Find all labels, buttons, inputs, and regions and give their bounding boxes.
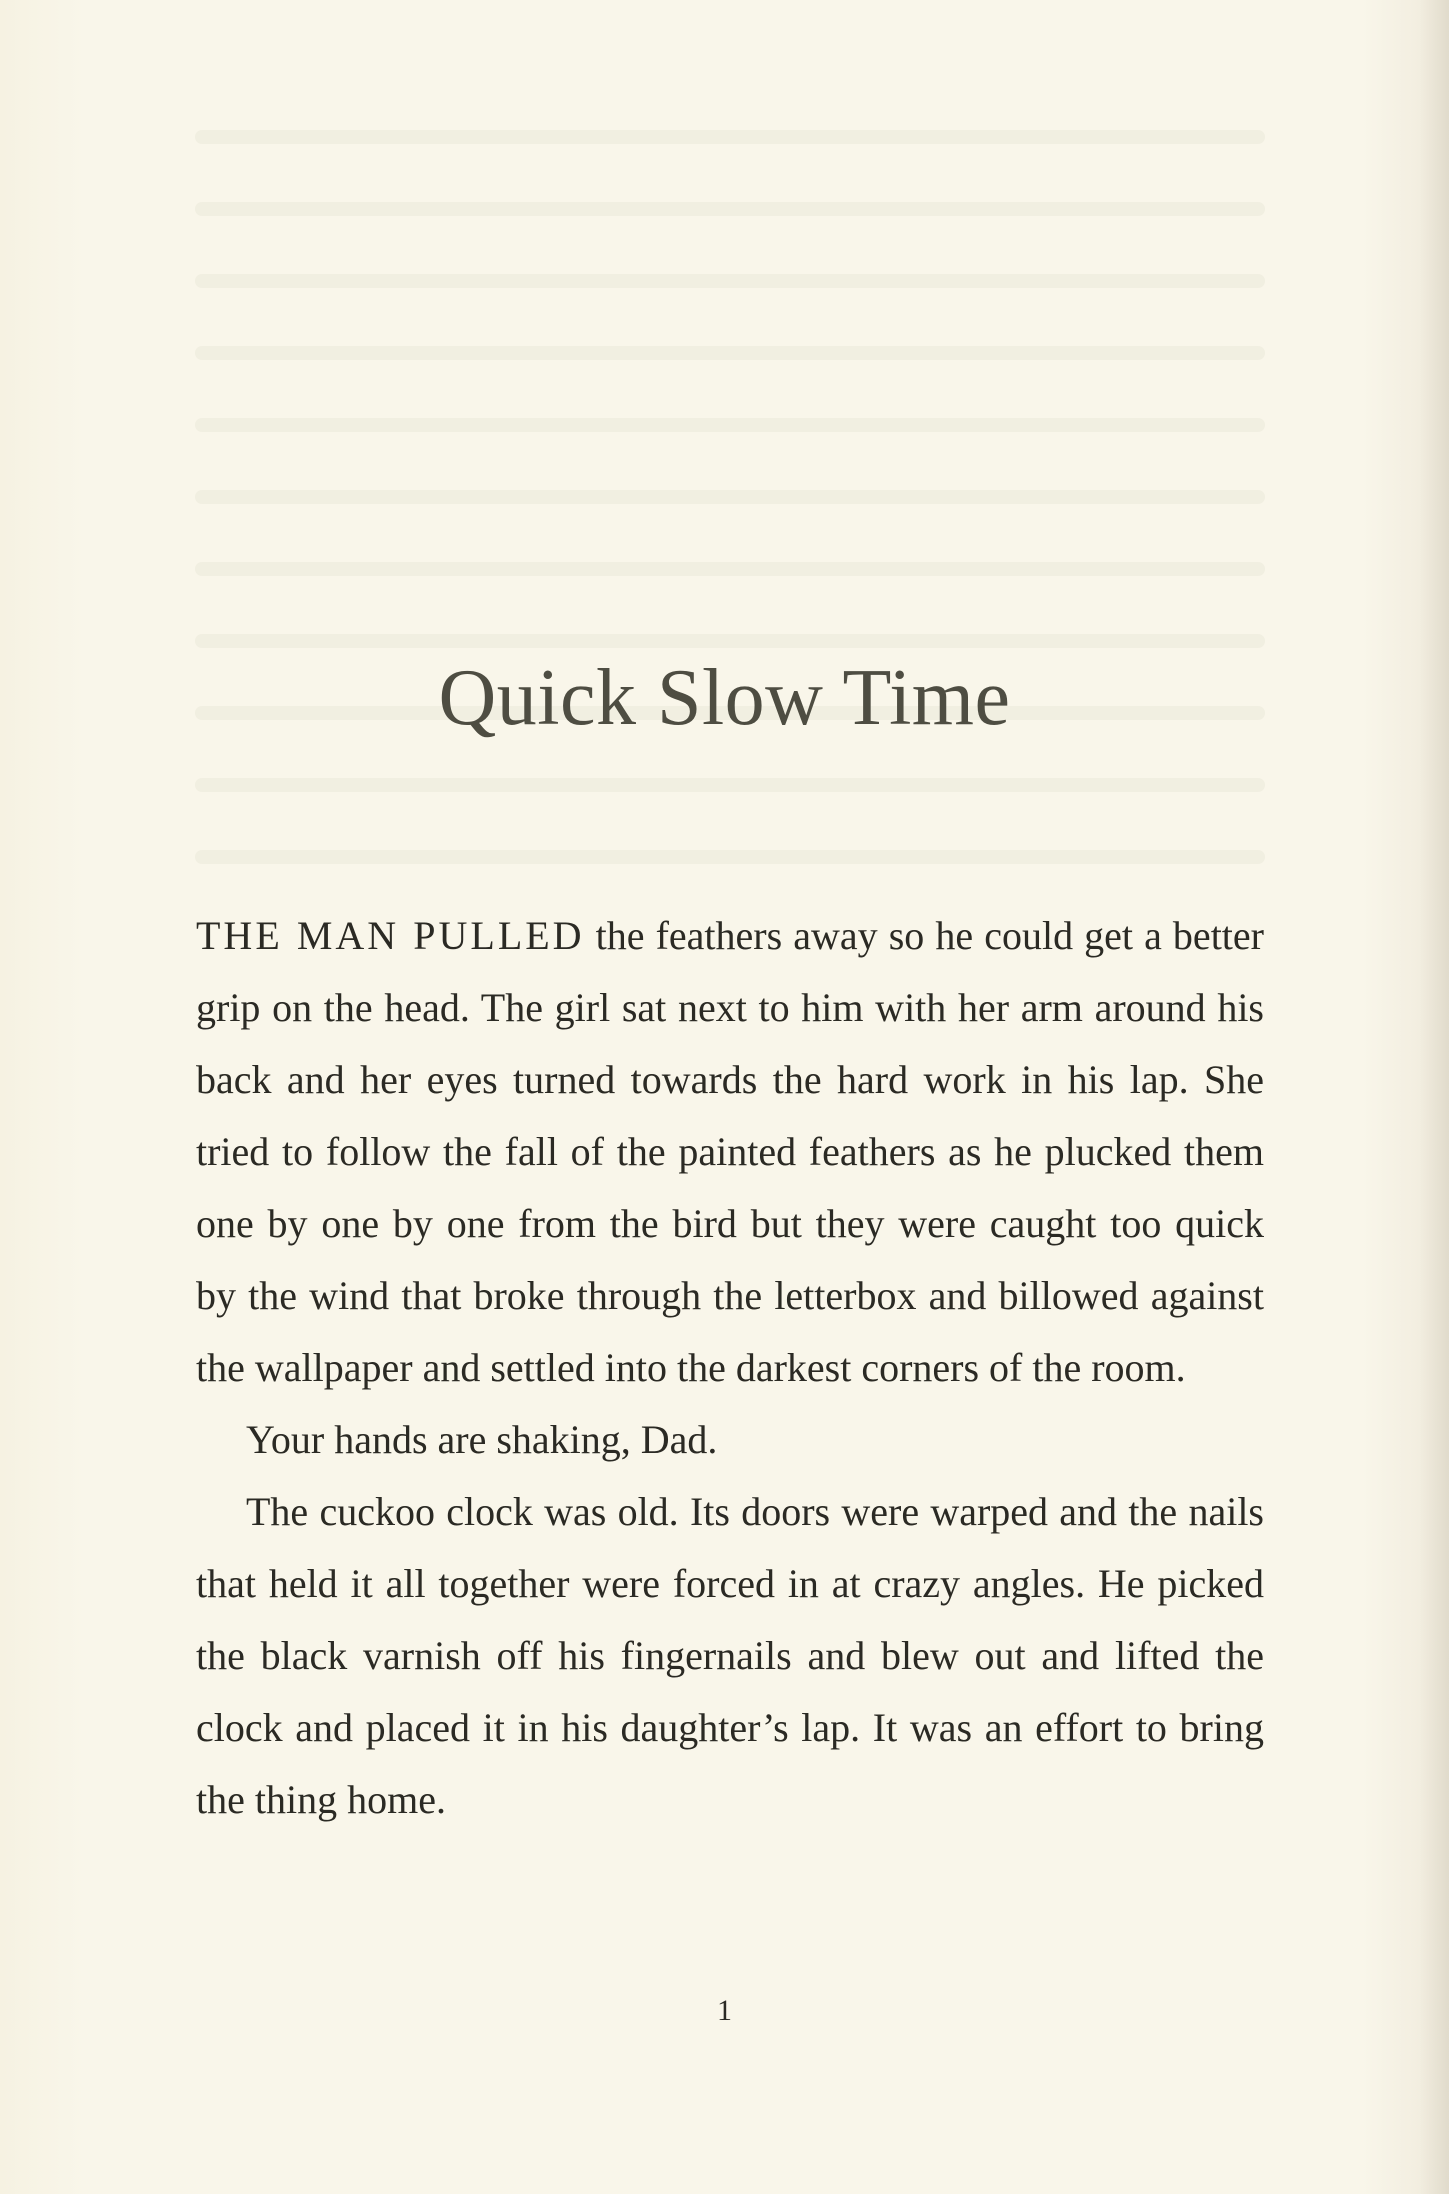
- chapter-title: Quick Slow Time: [438, 654, 1011, 742]
- chapter-body: [196, 900, 1264, 1836]
- bleed-through-line: [195, 634, 1265, 648]
- page-number: 1: [717, 1994, 732, 2027]
- bleed-through-line: [195, 418, 1265, 432]
- paragraph-2: Your hands are shaking, Dad.: [246, 1417, 718, 1462]
- opening-smallcaps: THE MAN PULLED: [196, 913, 585, 958]
- page-edge-shadow: [1419, 0, 1449, 2194]
- bleed-through-line: [195, 850, 1265, 864]
- bleed-through-line: [195, 490, 1265, 504]
- paragraph-3: The cuckoo clock was old. Its doors were warped and the nails that held it all together were forced in at crazy angles. He picked the black varnish off his fingernails and blew out and lifted the clock and placed it in his daughter’s lap. It was an effort to bring the thing home.: [196, 1489, 1264, 1822]
- bleed-through-line: [195, 778, 1265, 792]
- bleed-through-line: [195, 130, 1265, 144]
- paragraph-1-text: the feathers away so he could get a better grip on the head. The girl sat next to him with her arm around his back and her eyes turned towards the hard work in his lap. She tried to follow the fall of the painted feathers as he plucked them one by one by one from the bird but they were caught too quick by the wind that broke through the letterbox and billowed against the wallpaper and settled into the darkest corners of the room.: [196, 913, 1264, 1390]
- paragraph-1: [196, 900, 1264, 1404]
- bleed-through-line: [195, 202, 1265, 216]
- bleed-through-line: [195, 274, 1265, 288]
- bleed-through-line: [195, 562, 1265, 576]
- bleed-through-line: [195, 346, 1265, 360]
